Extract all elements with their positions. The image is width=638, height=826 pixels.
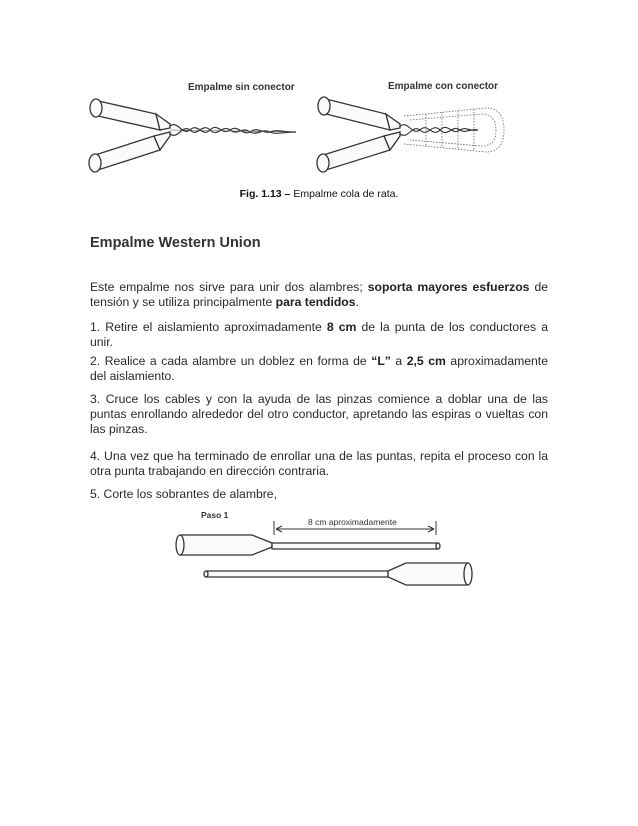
step-3: 3. Cruce los cables y con la ayuda de las pinzas comience a doblar una de las puntas enrollando alrededor del otro conductor, apretando las espiras o vueltas con las pinzas. [90, 392, 548, 436]
intro-text-2: de tensión y se utiliza principalmente [90, 280, 549, 309]
step-1-figure [168, 505, 478, 595]
caption-text: Empalme cola de rata. [290, 188, 399, 200]
step-1 [90, 320, 548, 350]
intro-bold-1: soporta mayores esfuerzos [367, 280, 530, 294]
caption-number: Fig. 1.13 – [239, 188, 291, 200]
intro-bold-2: para tendidos [275, 295, 356, 309]
figure-caption [0, 188, 638, 200]
step-label: Paso 1 [201, 510, 229, 520]
step-1-text: 1. Retire el aislamiento aproximadamente [90, 320, 327, 334]
label-without-connector: Empalme sin conector [188, 82, 295, 93]
intro-text: Este empalme nos sirve para unir dos alambres; [90, 280, 368, 294]
step-2-bold-l: “L” [371, 354, 391, 368]
step-2-text-2: a [390, 354, 407, 368]
step-2-bold-length: 2,5 cm [406, 354, 446, 368]
step-1-text-2: de la punta de los conductores a unir. [90, 320, 548, 349]
step-2-text-3: aproximadamente del aislamiento. [90, 354, 548, 383]
intro-period: . [355, 295, 359, 309]
step-1-bold: 8 cm [326, 320, 357, 334]
step-4: 4. Una vez que ha terminado de enrollar una de las puntas, repita el proceso con la otra punta trabajando en dirección contraria. [90, 449, 548, 478]
intro-paragraph [90, 280, 548, 310]
step-5: 5. Corte los sobrantes de alambre, [90, 487, 277, 501]
splice-figure [86, 74, 526, 186]
dimension-label: 8 cm aproximadamente [308, 517, 397, 527]
step-2 [90, 354, 548, 384]
step-2-text: 2. Realice a cada alambre un doblez en forma de [90, 354, 372, 368]
label-with-connector: Empalme con conector [388, 81, 499, 92]
section-title: Empalme Western Union [90, 235, 261, 251]
